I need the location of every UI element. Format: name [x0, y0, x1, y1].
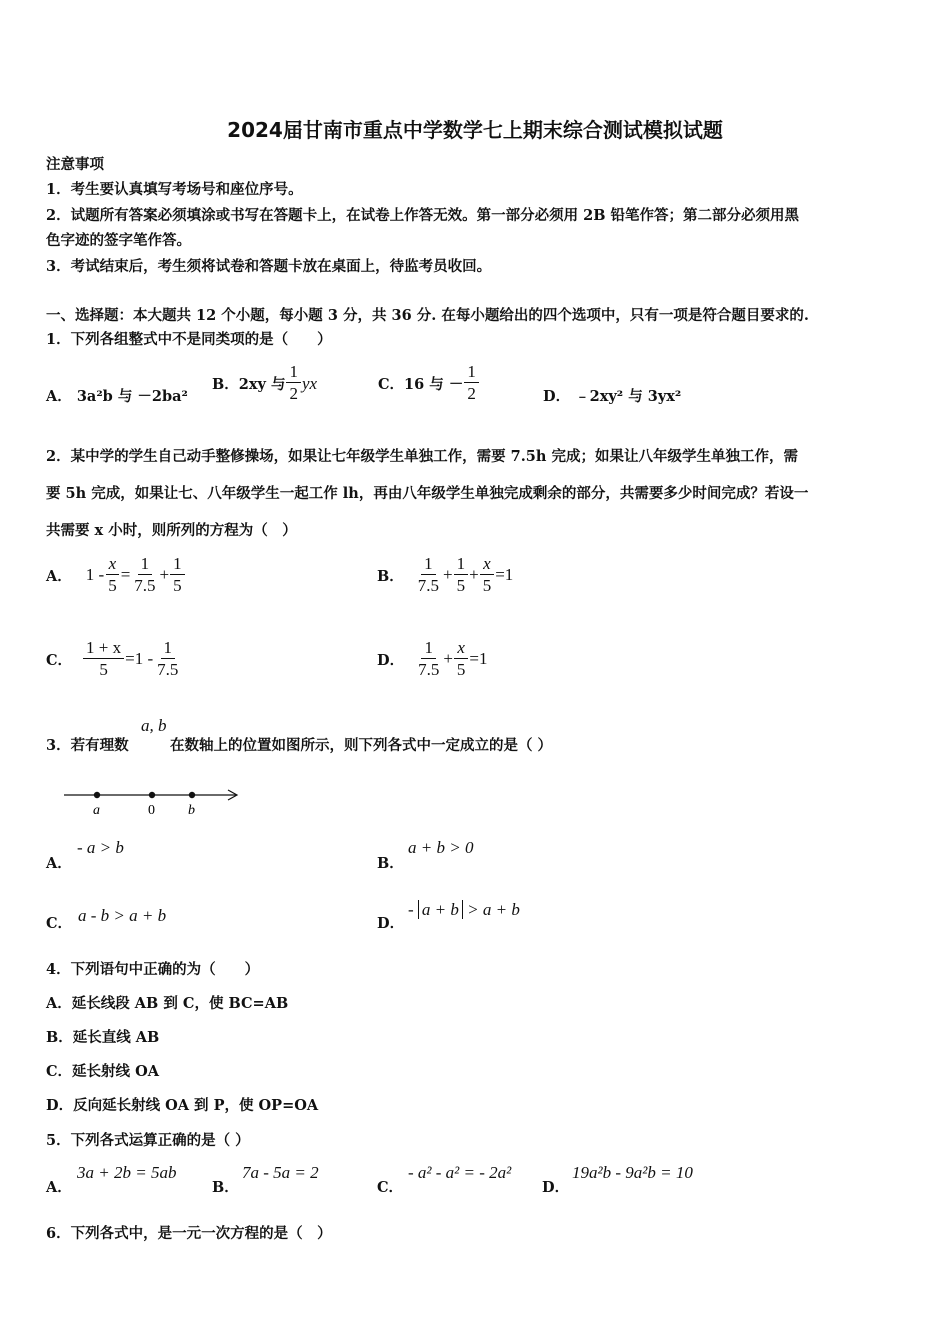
q4-option-b: B．延长直线 AB	[46, 1029, 160, 1046]
axis-label-zero: 0	[148, 803, 155, 818]
option-text: 16 与 －	[404, 376, 464, 393]
q1-option-d	[543, 385, 681, 406]
fraction	[105, 554, 120, 597]
q4-option-a: A．延长线段 AB 到 C，使 BC=AB	[46, 995, 289, 1012]
q5-option-c-label: C．	[377, 1179, 404, 1196]
denominator: 5	[456, 659, 466, 679]
math-term: 1 -	[85, 565, 105, 584]
denominator: 5	[456, 575, 466, 595]
fraction	[415, 554, 442, 597]
fraction	[286, 362, 301, 405]
q2-option-c	[46, 636, 182, 682]
q5-option-b-label: B．	[212, 1179, 239, 1196]
section-heading: 一、选择题：本大题共 12 个小题，每小题 3 分，共 36 分. 在每小题给出的四个选项中，只有一项是符合题目要求的.	[46, 307, 809, 324]
notice-item-2: 2．试题所有答案必须填涂或书写在答题卡上，在试卷上作答无效。第一部分必须用 2B 铅笔作答；第二部分必须用黑	[46, 207, 800, 224]
point-b	[189, 792, 195, 798]
q3-option-a: - a > b	[77, 838, 124, 857]
q3-stem-post: 在数轴上的位置如图所示，则下列各式中一定成立的是（ ）	[170, 737, 553, 754]
q3-option-b-label: B．	[377, 855, 404, 872]
denominator: 2	[467, 384, 476, 403]
numerator: 1	[170, 554, 185, 575]
point-zero	[149, 792, 155, 798]
denominator: 5	[99, 659, 108, 679]
axis-label-b: b	[188, 803, 195, 818]
option-label: D．	[543, 388, 571, 405]
math-op: +	[159, 565, 170, 584]
denominator: 5	[173, 575, 182, 595]
q1-option-c	[378, 362, 480, 405]
numerator: 1	[421, 638, 436, 659]
notice-item-3: 3．考试结束后，考生须将试卷和答题卡放在桌面上，待监考员收回。	[46, 258, 492, 275]
q5-option-b: 7a - 5a = 2	[242, 1163, 319, 1182]
numerator: x	[454, 638, 468, 659]
q3-option-b: a + b > 0	[408, 838, 474, 857]
point-a	[94, 792, 100, 798]
q1-stem: 1．下列各组整式中不是同类项的是（ ）	[46, 331, 332, 348]
math-term: > a + b	[467, 900, 520, 919]
axis-label-a: a	[93, 803, 100, 818]
q2-option-d	[377, 636, 488, 682]
q4-option-d: D．反向延长射线 OA 到 P，使 OP=OA	[46, 1097, 319, 1114]
numerator: 1	[161, 638, 176, 659]
option-text: 3a²b 与 －2ba²	[76, 388, 188, 405]
option-text: ﹣2xy² 与 3yx²	[575, 388, 682, 405]
numerator: 1 + x	[83, 638, 124, 659]
notice-item-2-cont: 色字迹的签字笔作答。	[46, 232, 191, 249]
q5-option-c: - a² - a² = - 2a²	[408, 1163, 512, 1182]
fraction	[83, 638, 124, 681]
math-op: -	[408, 900, 414, 919]
fraction	[170, 554, 185, 597]
q3-option-d	[408, 900, 520, 920]
numerator: 1	[421, 554, 436, 575]
fraction	[154, 638, 181, 681]
q4-option-c: C．延长射线 OA	[46, 1063, 159, 1080]
notice-heading: 注意事项	[46, 156, 104, 173]
denominator: 7.5	[418, 659, 440, 679]
q2-stem-line3: 共需要 x 小时，则所列的方程为（ ）	[46, 522, 297, 539]
q2-option-b	[377, 552, 513, 598]
q2-option-a	[46, 552, 186, 598]
denominator: 7.5	[417, 575, 440, 595]
q2-stem-line1: 2．某中学的学生自己动手整修操场，如果让七年级学生单独工作，需要 7.5h 完成；如果让八年级学生单独工作，需	[46, 448, 798, 465]
math-op: +	[469, 565, 479, 584]
option-label: C．	[46, 651, 73, 669]
fraction	[131, 554, 158, 597]
numerator: x	[106, 554, 120, 575]
fraction	[454, 638, 469, 681]
q6-stem: 6．下列各式中，是一元一次方程的是（ ）	[46, 1225, 332, 1242]
q3-option-d-label: D．	[377, 915, 405, 932]
math-op: +	[443, 565, 453, 584]
absolute-value: a + b	[418, 900, 463, 919]
denominator: 5	[108, 575, 117, 595]
q2-stem-line2: 要 5h 完成，如果让七、八年级学生一起工作 lh，再由八年级学生单独完成剩余的部分，共需要多少时间完成？若设一	[46, 485, 809, 502]
page-title: 2024届甘南市重点中学数学七上期末综合测试模拟试题	[227, 118, 723, 142]
fraction	[480, 554, 495, 597]
option-text: 2xy 与	[238, 376, 286, 393]
math-term: =1	[469, 649, 488, 668]
math-op: +	[443, 649, 453, 668]
numerator: 1	[286, 362, 301, 383]
math-term: =1 -	[125, 649, 154, 668]
number-line	[60, 784, 245, 820]
q3-option-c: a - b > a + b	[78, 906, 167, 925]
q3-option-a-label: A．	[46, 855, 72, 872]
notice-item-1: 1．考生要认真填写考场号和座位序号。	[46, 181, 303, 198]
denominator: 7.5	[157, 659, 179, 679]
option-label: B．	[377, 567, 404, 585]
q5-option-d: 19a²b - 9a²b = 10	[572, 1163, 693, 1182]
fraction	[415, 638, 442, 681]
denominator: 5	[482, 575, 492, 595]
q1-option-b	[212, 362, 317, 405]
option-text: yx	[301, 373, 318, 393]
fraction	[464, 362, 479, 405]
q5-stem: 5．下列各式运算正确的是（ ）	[46, 1132, 250, 1149]
numerator: 1	[464, 362, 479, 383]
numerator: 1	[138, 554, 153, 575]
denominator: 7.5	[134, 575, 156, 595]
q5-option-a-label: A．	[46, 1179, 72, 1196]
q5-option-a: 3a + 2b = 5ab	[77, 1163, 177, 1182]
option-label: A．	[46, 567, 72, 585]
q4-stem: 4．下列语句中正确的为（ ）	[46, 961, 260, 978]
numerator: 1	[454, 554, 469, 575]
math-term: =1	[495, 565, 514, 584]
numerator: x	[480, 554, 494, 575]
fraction	[454, 554, 469, 597]
option-label: B．	[212, 376, 239, 393]
q5-option-d-label: D．	[542, 1179, 570, 1196]
option-label: C．	[378, 376, 405, 393]
q1-option-a	[46, 385, 188, 406]
math-op: =	[120, 565, 131, 584]
q3-option-c-label: C．	[46, 915, 73, 932]
q3-stem-pre: 3．若有理数	[46, 737, 129, 754]
option-label: A．	[46, 388, 72, 405]
option-label: D．	[377, 651, 405, 669]
q3-vars: a, b	[141, 716, 167, 735]
denominator: 2	[289, 384, 298, 403]
